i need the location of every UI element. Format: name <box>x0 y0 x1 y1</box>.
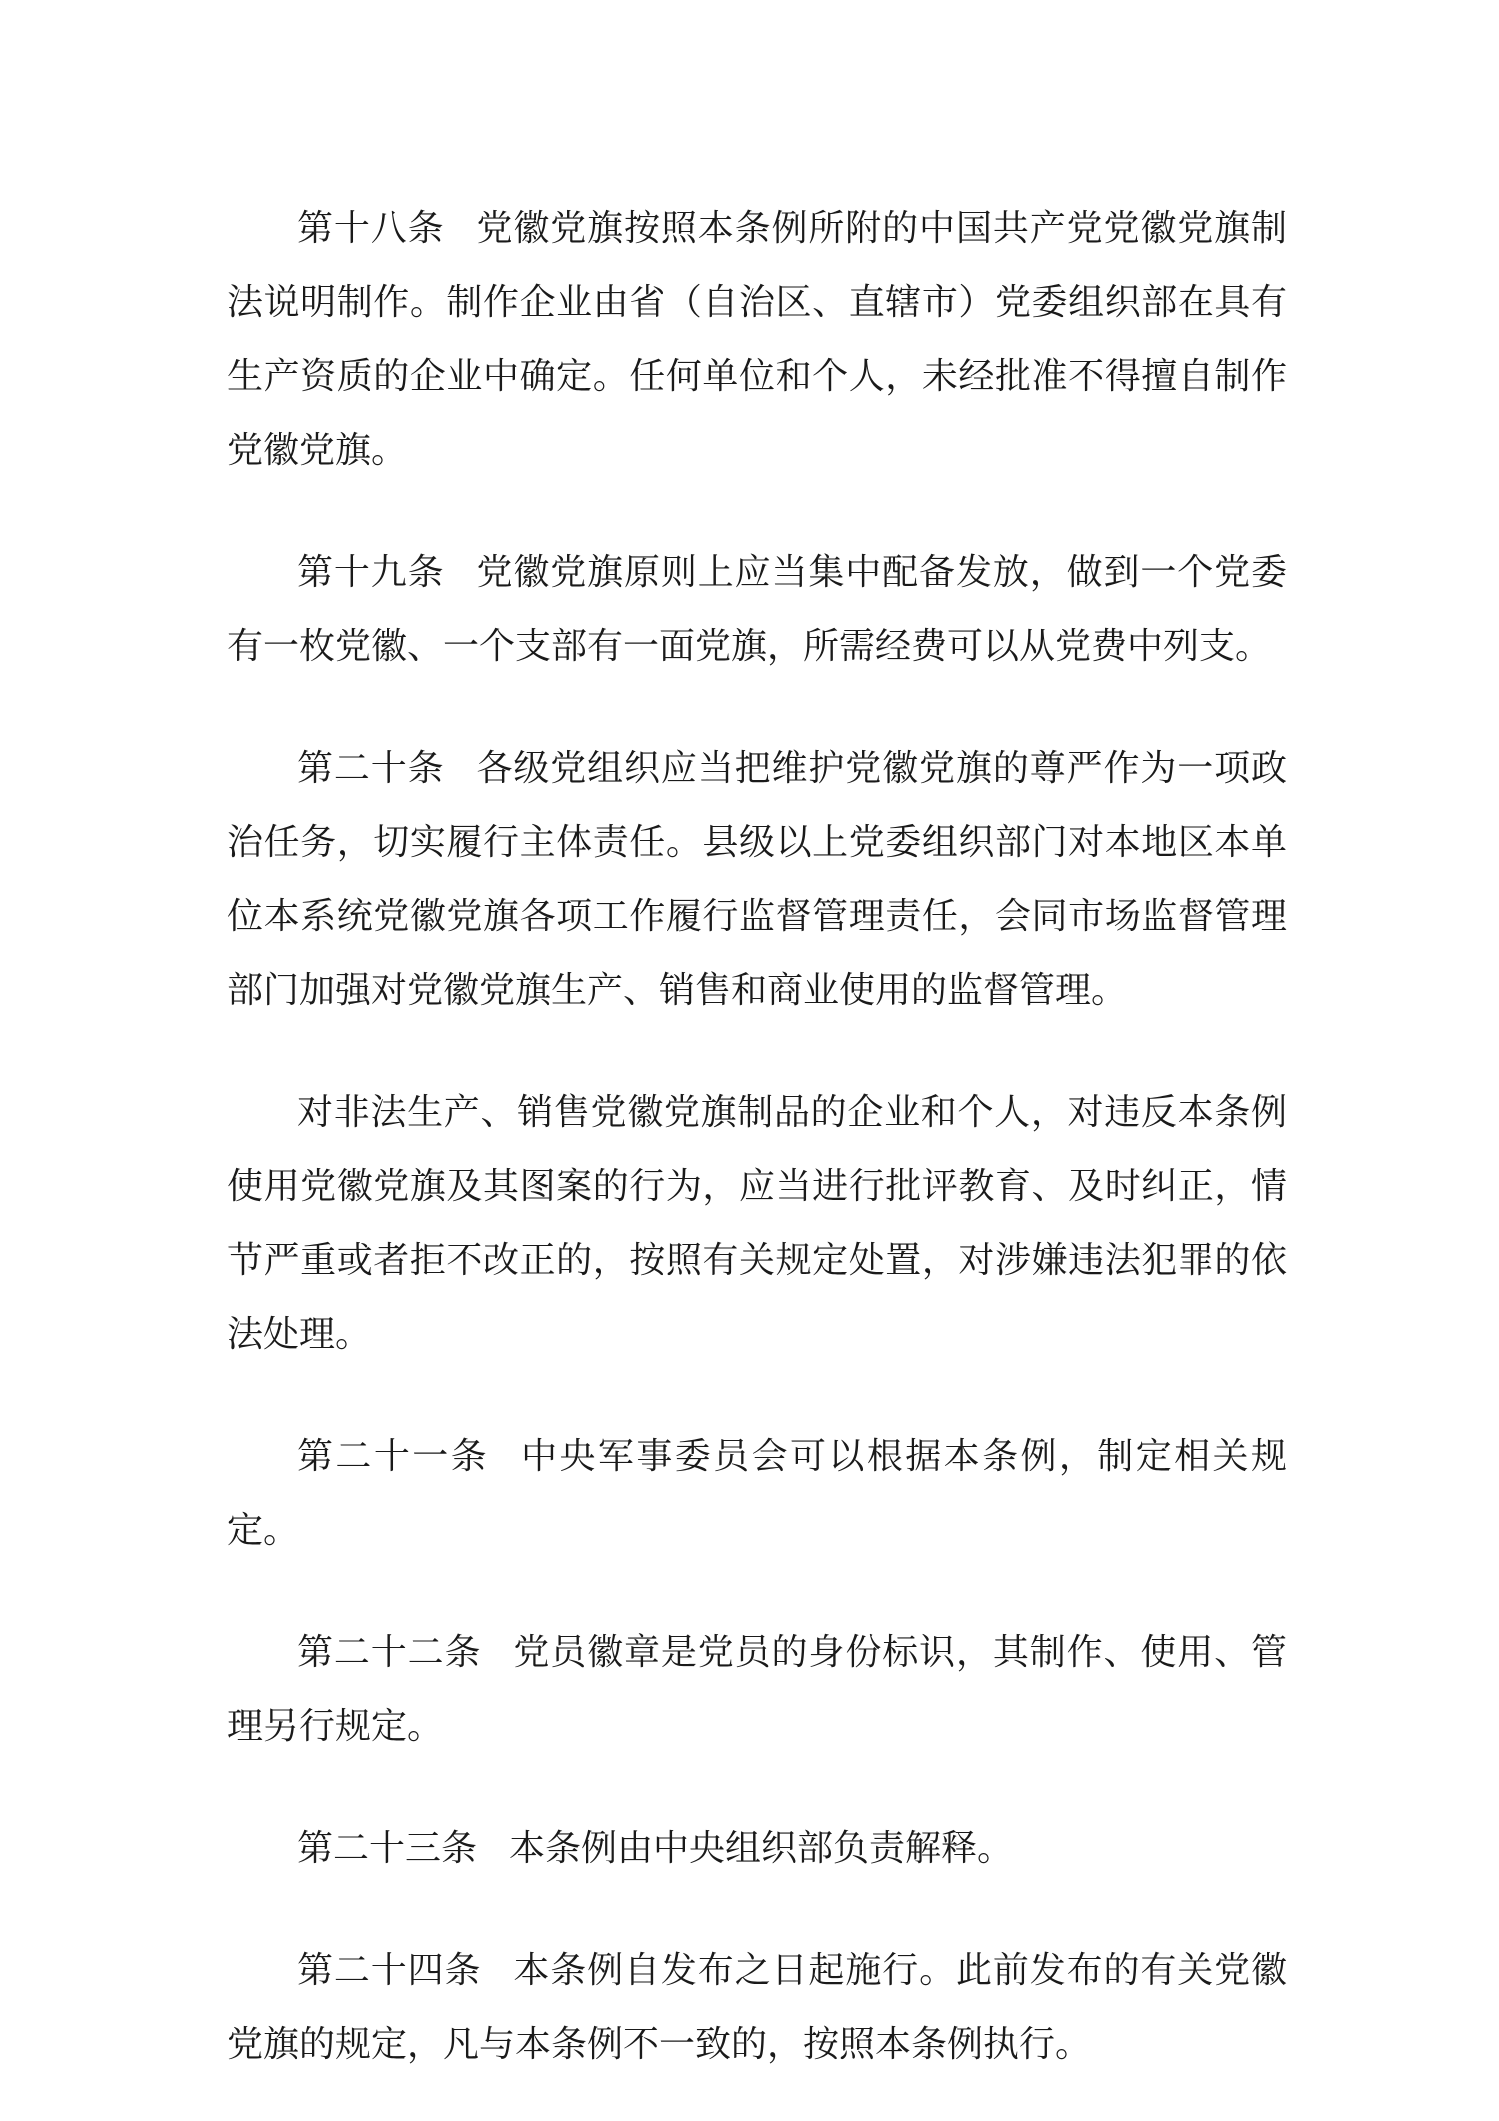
article-20-paragraph-2 <box>227 1076 1287 1372</box>
article-number: 第二十一条 <box>297 1436 490 1477</box>
article-text: 各级党组织应当把维护党徽党旗的尊严作为一项政治任务，切实履行主体责任。县级以上党委组织部门对本地区本单位本系统党徽党旗各项工作履行监督管理责任，会同市场监督管理部门加强对党徽党旗生产、销售和商业使用的监督管理。 <box>227 748 1287 1011</box>
article-number: 第十八条 <box>297 208 445 249</box>
article-24 <box>227 1934 1287 2082</box>
document-body <box>227 192 1287 2082</box>
article-number: 第二十条 <box>297 748 445 789</box>
article-number: 第二十四条 <box>297 1950 482 1991</box>
article-19 <box>227 536 1287 684</box>
article-20 <box>227 732 1287 1028</box>
article-21 <box>227 1420 1287 1568</box>
article-22 <box>227 1616 1287 1764</box>
article-number: 第十九条 <box>297 552 445 593</box>
article-18 <box>227 192 1287 488</box>
article-text: 对非法生产、销售党徽党旗制品的企业和个人，对违反本条例使用党徽党旗及其图案的行为，应当进行批评教育、及时纠正，情节严重或者拒不改正的，按照有关规定处置，对涉嫌违法犯罪的依法处理。 <box>227 1092 1287 1355</box>
article-text: 本条例自发布之日起施行。此前发布的有关党徽党旗的规定，凡与本条例不一致的，按照本条例执行。 <box>227 1950 1287 2065</box>
article-text: 中央军事委员会可以根据本条例，制定相关规定。 <box>227 1436 1287 1551</box>
article-text: 党徽党旗原则上应当集中配备发放，做到一个党委有一枚党徽、一个支部有一面党旗，所需经费可以从党费中列支。 <box>227 552 1287 667</box>
article-23 <box>227 1812 1287 1886</box>
article-text: 党徽党旗按照本条例所附的中国共产党党徽党旗制法说明制作。制作企业由省（自治区、直辖市）党委组织部在具有生产资质的企业中确定。任何单位和个人，未经批准不得擅自制作党徽党旗。 <box>227 208 1287 471</box>
article-number: 第二十二条 <box>297 1632 482 1673</box>
article-number: 第二十三条 <box>297 1828 478 1869</box>
article-text: 本条例由中央组织部负责解释。 <box>509 1828 1014 1869</box>
article-text: 党员徽章是党员的身份标识，其制作、使用、管理另行规定。 <box>227 1632 1287 1747</box>
